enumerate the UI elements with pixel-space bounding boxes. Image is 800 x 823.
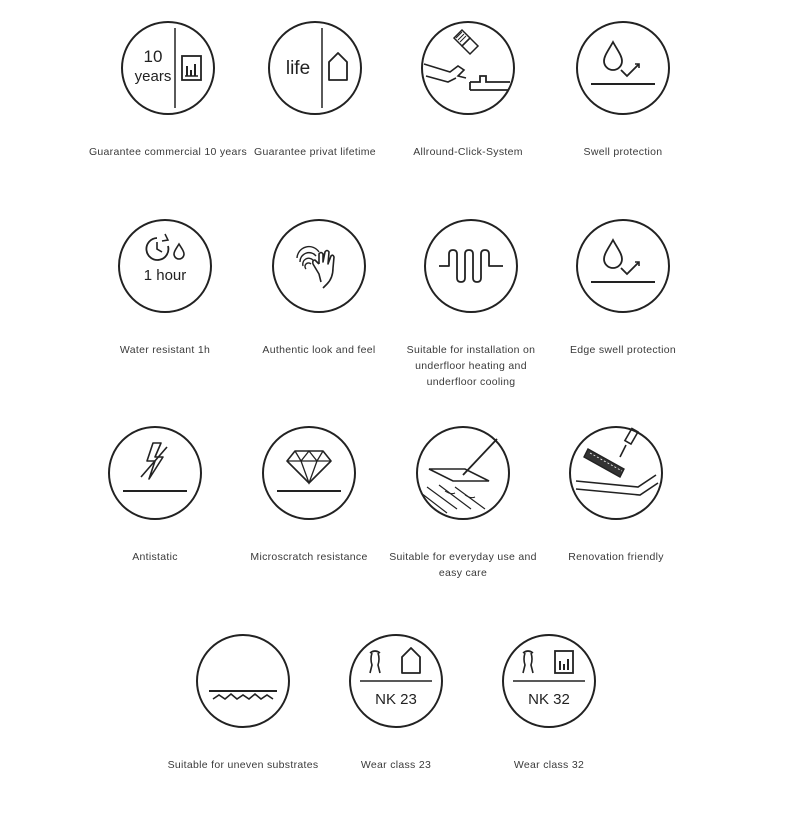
feature-label: Water resistant 1h	[119, 344, 211, 356]
feature-label: Authentic look and feel	[262, 344, 376, 356]
svg-text:10: 10	[143, 47, 163, 66]
guarantee-commercial-icon	[120, 20, 216, 116]
feature-uneven-substrates	[168, 633, 318, 823]
feature-label: Microscratch resistance	[250, 551, 368, 563]
feature-wear-class-23	[321, 633, 471, 823]
feature-easy-care	[388, 425, 538, 615]
feature-label: Guarantee commercial 10 years	[88, 146, 248, 158]
feature-label: Suitable for everyday use and easy care	[389, 551, 537, 579]
feature-underfloor-heating	[396, 218, 546, 408]
edge-swell-protection-icon	[575, 218, 671, 314]
uneven-substrate-icon	[195, 633, 291, 729]
feature-label: Swell protection	[583, 146, 663, 158]
fingerprint-hand-icon	[271, 218, 367, 314]
feature-water-resistant	[90, 218, 240, 408]
feature-label: Suitable for installation on underfloor heating and underfloor cooling	[406, 344, 536, 388]
swell-protection-icon	[575, 20, 671, 116]
feature-authentic-look	[244, 218, 394, 408]
feature-label: Suitable for uneven substrates	[167, 759, 319, 771]
wear-class-32-icon	[501, 633, 597, 729]
svg-text:life: life	[285, 58, 311, 79]
feature-label: Allround-Click-System	[413, 146, 523, 158]
underfloor-heating-icon	[423, 218, 519, 314]
feature-microscratch	[234, 425, 384, 615]
feature-label: Edge swell protection	[569, 344, 677, 356]
svg-text:1 hour: 1 hour	[143, 267, 187, 284]
feature-label: Antistatic	[132, 551, 178, 563]
feature-label: Guarantee privat lifetime	[254, 146, 376, 158]
feature-edge-swell-protection	[548, 218, 698, 408]
feature-antistatic	[80, 425, 230, 615]
feature-swell-protection	[548, 20, 698, 210]
feature-renovation	[541, 425, 691, 615]
click-system-icon	[420, 20, 516, 116]
diamond-icon	[261, 425, 357, 521]
feature-label: Renovation friendly	[568, 551, 664, 563]
antistatic-icon	[107, 425, 203, 521]
water-resistant-icon	[117, 218, 213, 314]
feature-label: Wear class 32	[513, 759, 585, 771]
svg-text:NK 32: NK 32	[528, 691, 570, 708]
wear-class-23-icon	[348, 633, 444, 729]
svg-text:NK 23: NK 23	[375, 691, 417, 708]
svg-text:years: years	[134, 68, 172, 85]
feature-label: Wear class 23	[360, 759, 432, 771]
feature-click-system	[393, 20, 543, 210]
feature-guarantee-commercial	[88, 20, 248, 210]
feature-wear-class-32	[474, 633, 624, 823]
mop-icon	[415, 425, 511, 521]
feature-guarantee-private	[240, 20, 390, 210]
guarantee-private-icon	[267, 20, 363, 116]
paint-roller-icon	[568, 425, 664, 521]
